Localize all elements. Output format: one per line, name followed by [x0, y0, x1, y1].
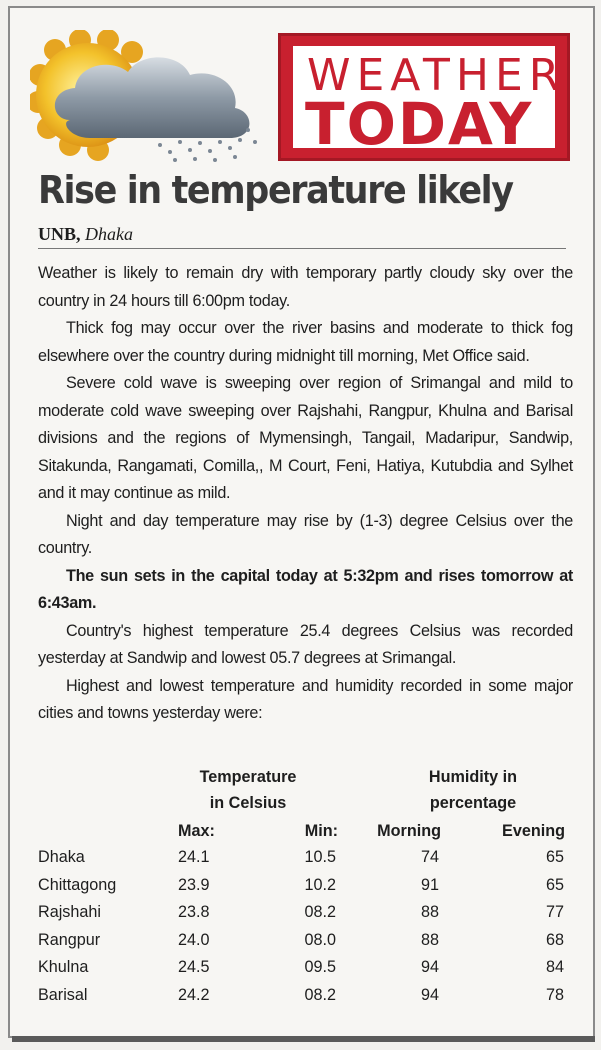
paragraph: Weather is likely to remain dry with temporary partly cloudy sky over the country in 24 hours till 6:00pm today.: [38, 264, 573, 310]
col-header-min: Min:: [304, 822, 338, 840]
cell-morning: 94: [420, 985, 439, 1004]
cell-morning: 74: [420, 848, 439, 866]
headline: Rise in temperature likely: [38, 168, 513, 212]
cell-min: 08.2: [304, 903, 336, 921]
cell-evening: 65: [545, 848, 564, 866]
humidity-group-header: Humidity in percentage: [428, 768, 518, 812]
byline-place: Dhaka: [85, 224, 134, 244]
cell-max: 23.9: [178, 875, 210, 894]
temperature-group-header: Temperature in Celsius: [199, 768, 297, 812]
paragraph: Country's highest temperature 25.4 degrees Celsius was recorded yesterday at Sandwip and lowest 05.7 degrees at Srimangal.: [38, 621, 573, 667]
cell-max: 24.2: [178, 985, 210, 1004]
byline: [38, 224, 566, 249]
cell-evening: 77: [545, 903, 564, 921]
cell-min: 08.2: [304, 985, 336, 1004]
article-body: [38, 260, 573, 728]
cell-city: Rangpur: [38, 930, 101, 949]
cell-max: 24.1: [178, 848, 210, 866]
cell-evening: 65: [545, 875, 564, 894]
paragraph-sun-times: The sun sets in the capital today at 5:32pm and rises tomorrow at 6:43am.: [38, 566, 573, 612]
cell-city: Chittagong: [38, 875, 117, 894]
paragraph: Night and day temperature may rise by (1-3) degree Celsius over the country.: [38, 511, 573, 557]
cell-min: 10.2: [304, 875, 336, 894]
cell-evening: 84: [545, 958, 564, 976]
cell-max: 24.5: [178, 958, 210, 976]
cell-max: 24.0: [178, 930, 210, 949]
cell-city: Barisal: [38, 985, 88, 1004]
cell-morning: 91: [420, 875, 439, 894]
weather-today-banner: [278, 33, 570, 161]
cell-max: 23.8: [178, 903, 210, 921]
cell-morning: 94: [420, 958, 439, 976]
cell-city: Rajshahi: [38, 903, 101, 921]
sun-cloud-rain-icon: [30, 30, 270, 165]
cell-min: 10.5: [304, 848, 336, 866]
cell-city: Dhaka: [38, 848, 85, 866]
frame-shadow: [12, 1036, 595, 1042]
banner-line2: TODAY: [305, 90, 534, 158]
cell-min: 09.5: [304, 958, 336, 976]
paragraph: Highest and lowest temperature and humidity recorded in some major cities and towns yesterday were:: [38, 676, 573, 722]
byline-agency: UNB,: [38, 224, 81, 244]
cell-morning: 88: [420, 930, 439, 949]
cell-evening: 78: [545, 985, 564, 1004]
col-header-evening: Evening: [502, 822, 565, 840]
col-header-max: Max:: [178, 822, 215, 840]
cell-morning: 88: [420, 903, 439, 921]
paragraph: Severe cold wave is sweeping over region of Srimangal and mild to moderate cold wave sweeping over Rajshahi, Rangpur, Khulna and Barisal divisions and the regions of Mymensingh, Tangail, Madaripur, Sandwip, Sitakunda, Rangamati, Comilla,, M Court, Feni, Hatiya, Kutubdia and Sylhet and it may continue as mild.: [38, 374, 573, 502]
cell-evening: 68: [545, 930, 564, 949]
cell-city: Khulna: [38, 958, 89, 976]
banner-line1: WEATHER: [307, 50, 566, 101]
cell-min: 08.0: [304, 930, 336, 949]
col-header-morning: Morning: [377, 822, 441, 840]
paragraph: Thick fog may occur over the river basins and moderate to thick fog elsewhere over the country during midnight till morning, Met Office said.: [38, 319, 573, 365]
